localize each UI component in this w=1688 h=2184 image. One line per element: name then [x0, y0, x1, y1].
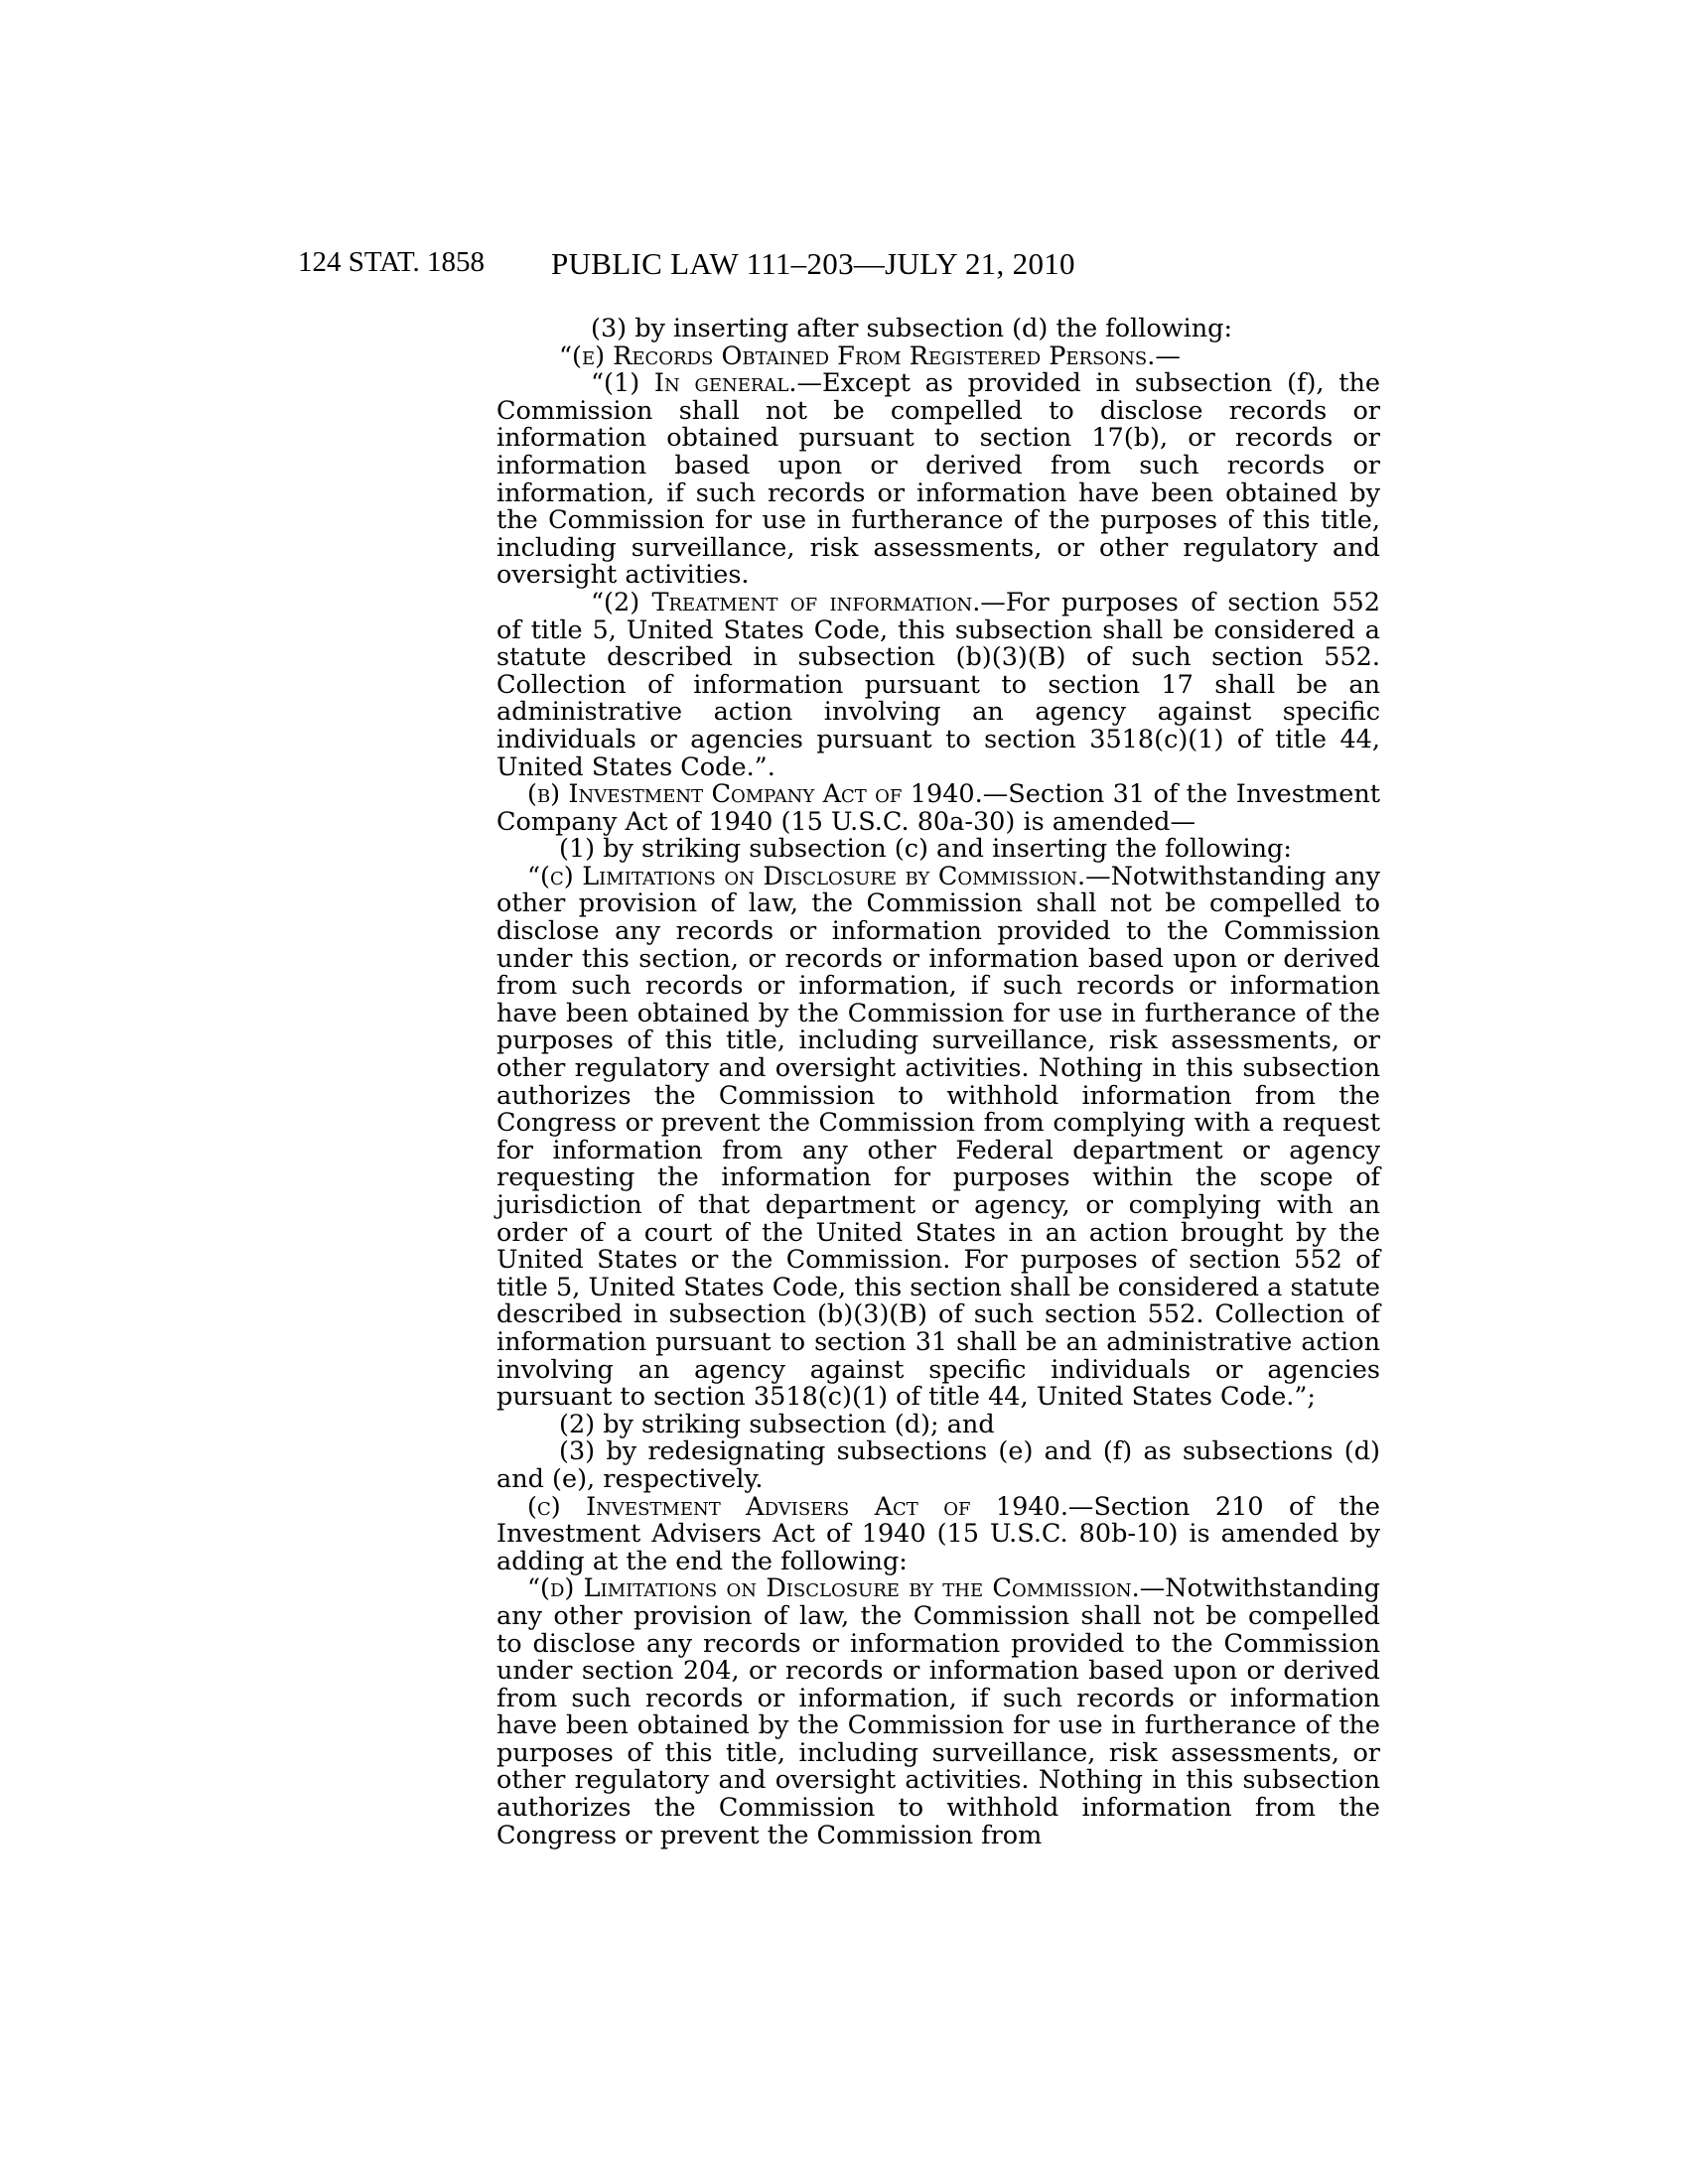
paragraph-heading: “(1) In general.—: [591, 368, 822, 399]
paragraph: “(1) In general.—Except as provided in subsection (f), the Commission shall not be compelled to disclose records or information obtained pursuant to section 17(b), or records or information based upon or derived from such records or information, if such records or information have been obtained by the Commission for use in furtherance of the purposes of this title, including surveillance, risk assessments, or other regulatory and oversight activities.: [496, 368, 1380, 591]
subsection-heading: “(c) Limitations on Disclosure by Commission.—: [527, 861, 1111, 891]
paragraph: (3) by inserting after subsection (d) the following:: [591, 314, 1233, 343]
paragraph: (c) Investment Advisers Act of 1940.—Section 210 of the Investment Advisers Act of 1940 (15 U.S.C. 80b-10) is amended by adding at the end the following:: [496, 1491, 1380, 1576]
subsection-heading: (c) Investment Advisers Act of 1940.—: [527, 1491, 1094, 1522]
paragraph: “(c) Limitations on Disclosure by Commission.—Notwithstanding any other provision of law, the Commission shall not be compelled to disclose any records or information provided to the Commission under this section, or records or information based upon or derived from such records or information, if such records or information have been obtained by the Commission for use in furtherance of the purposes of this title, including surveillance, risk assessments, or other regulatory and oversight activities. Nothing in this subsection authorizes the Commission to withhold information from the Congress or prevent the Commission from complying with a request for information from any other Federal department or agency requesting the information for purposes within the scope of jurisdiction of that department or agency, or complying with an order of a court of the United States in an action brought by the United States or the Commission. For purposes of section 552 of title 5, United States Code, this section shall be considered a statute described in subsection (b)(3)(B) of such section 552. Collection of information pursuant to section 31 shall be an administrative action involving an agency against specific individuals or agencies pursuant to section 3518(c)(1) of title 44, United States Code.”;: [496, 861, 1380, 1413]
subsection-heading: “(e) Records Obtained From Registered Persons.—: [559, 341, 1181, 371]
page-header: [0, 246, 1688, 286]
body-text: [496, 316, 1380, 1849]
paragraph: [496, 343, 1380, 371]
paragraph: “(d) Limitations on Disclosure by the Commission.—Notwithstanding any other provision of law, the Commission shall not be compelled to disclose any records or information provided to the Commission under section 204, or records or information based upon or derived from such records or information, if such records or information have been obtained by the Commission for use in furtherance of the purposes of this title, including surveillance, risk assessments, or other regulatory and oversight activities. Nothing in this subsection authorizes the Commission to withhold information from the Congress or prevent the Commission from: [496, 1573, 1380, 1850]
paragraph: (3) by redesignating subsections (e) and (f) as subsections (d) and (e), respectively.: [496, 1436, 1380, 1494]
paragraph-heading: “(2) Treatment of information.—: [591, 587, 1006, 617]
subsection-heading: “(d) Limitations on Disclosure by the Commission.—: [527, 1573, 1166, 1604]
stat-page-number: 124 STAT. 1858: [298, 246, 486, 278]
running-title: PUBLIC LAW 111–203—JULY 21, 2010: [551, 246, 1075, 281]
paragraph: (2) by striking subsection (d); and: [559, 1409, 995, 1439]
paragraph: “(2) Treatment of information.—For purposes of section 552 of title 5, United States Code, this subsection shall be considered a statute described in subsection (b)(3)(B) of such section 552. Collection of information pursuant to section 17 shall be an administrative action involving an agency against specific individuals or agencies pursuant to section 3518(c)(1) of title 44, United States Code.”.: [496, 587, 1380, 782]
subsection-heading: (b) Investment Company Act of 1940.—: [527, 779, 1009, 810]
paragraph: (1) by striking subsection (c) and inserting the following:: [559, 834, 1292, 865]
paragraph: (b) Investment Company Act of 1940.—Section 31 of the Investment Company Act of 1940 (15 U.S.C. 80a-30) is amended—: [496, 779, 1380, 837]
